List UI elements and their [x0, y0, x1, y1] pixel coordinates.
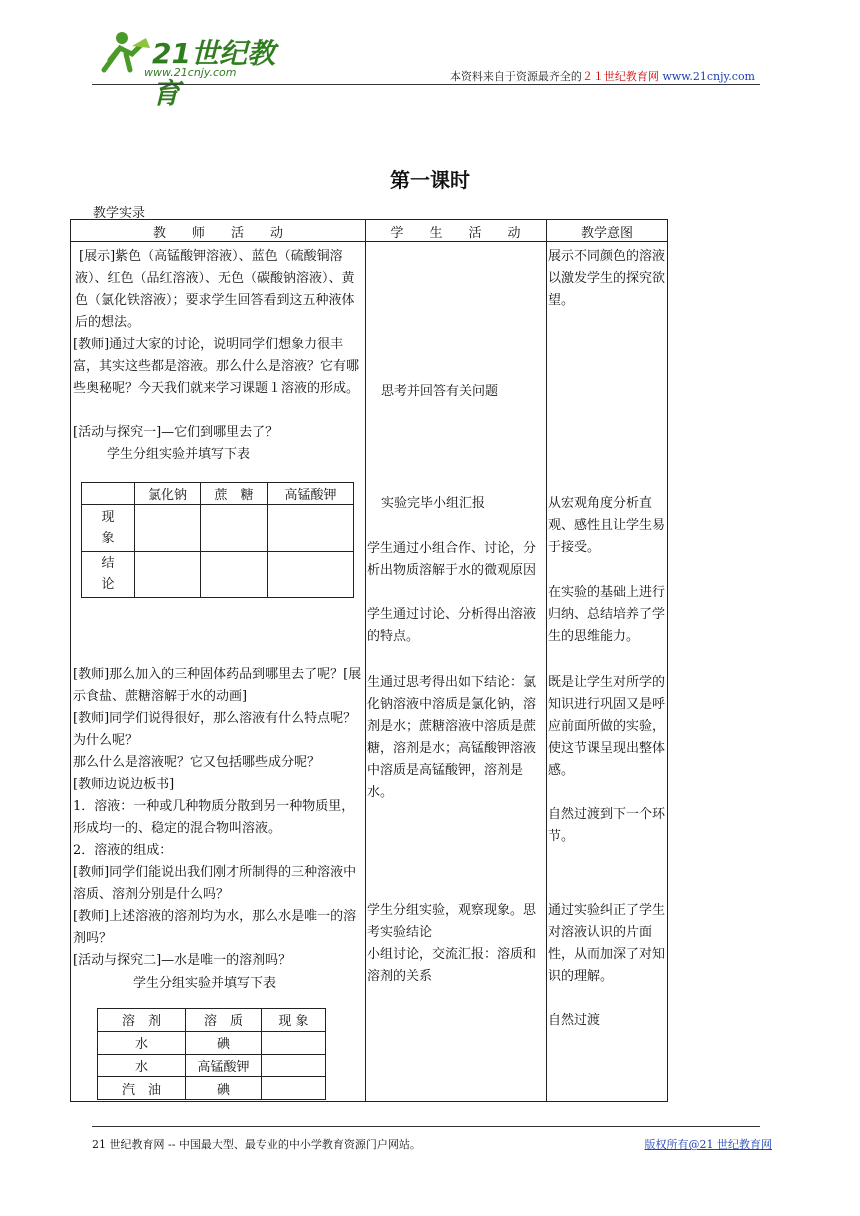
site-logo [92, 26, 292, 110]
teacher-text: 学生分组实验并填写下表 [107, 447, 251, 462]
col-header-teacher: 教 师 活 动 [152, 226, 283, 241]
teacher-text: [教师边说边板书] [73, 777, 175, 792]
logo-text: 21世纪教育 [152, 37, 275, 110]
intent-text: 既是让学生对所学的知识进行巩固又是呼应前面所做的实验，使这节课呈现出整体感。 [548, 675, 666, 778]
intent-text: 展示不同颜色的溶液以激发学生的探究欲望。 [548, 249, 666, 308]
intent-text: 从宏观角度分析直观、感性且让学生易于接受。 [548, 496, 666, 555]
experiment-table-1: 氯化钠 蔗 糖 高锰酸钾 现象 结论 [81, 482, 354, 598]
teacher-text: [活动与探究一]—它们到哪里去了？ [73, 425, 279, 440]
teacher-text: 那么什么是溶液呢？它又包括哪些成分呢？ [73, 755, 321, 770]
teacher-text: [教师]同学们说得很好，那么溶液有什么特点呢？为什么呢？ [73, 711, 357, 748]
intent-text: 在实验的基础上进行归纳、总结培养了学生的思维能力。 [548, 585, 666, 644]
student-text: 学生通过小组合作、讨论，分析出物质溶解于水的微观原因 [367, 541, 537, 578]
subtitle: 教学实录 [93, 206, 146, 221]
header-divider [92, 84, 760, 85]
footer-text: 21 世纪教育网 -- 中国最大型、最专业的中小学教育资源门户网站。 [92, 1138, 421, 1151]
teacher-text: [教师]上述溶液的溶剂均为水，那么水是唯一的溶剂吗？ [73, 909, 357, 946]
teacher-text: 1．溶液：一种或几种物质分散到另一种物质里，形成均一的、稳定的混合物叫溶液。 [73, 799, 355, 836]
header-link[interactable]: www.21cnjy.com [662, 70, 755, 83]
student-text: 生通过思考得出如下结论：氯化钠溶液中溶质是氯化钠，溶剂是水；蔗糖溶液中溶质是蔗糖，溶剂是水；高锰酸钾溶液中溶质是高锰酸钾，溶剂是水。 [367, 675, 537, 800]
student-text: 学生分组实验，观察现象。思考实验结论 [367, 903, 537, 940]
intent-text: 自然过渡到下一个环节。 [548, 807, 666, 844]
teacher-text: 学生分组实验并填写下表 [133, 976, 277, 991]
col-header-intent: 教学意图 [580, 226, 633, 241]
teacher-text: 2．溶液的组成： [73, 843, 173, 858]
teacher-text: [教师]那么加入的三种固体药品到哪里去了呢？[展示食盐、蔗糖溶解于水的动画] [73, 667, 362, 704]
col-header-student: 学 生 活 动 [390, 226, 521, 241]
student-text: 实验完毕小组汇报 [381, 496, 486, 511]
teacher-text: [活动与探究二]—水是唯一的溶剂吗？ [73, 953, 292, 968]
teacher-text: [教师]通过大家的讨论，说明同学们想象力很丰富，其实这些都是溶液。那么什么是溶液？它有哪些奥秘呢？今天我们就来学习课题１溶液的形成。 [73, 337, 360, 396]
logo-url: www.21cnjy.com [144, 66, 237, 79]
lesson-table [70, 219, 668, 1102]
teacher-text: [展示]紫色（高锰酸钾溶液）、蓝色（硫酸铜溶液）、红色（品红溶液）、无色（碳酸钠溶液）、黄色（氯化铁溶液）；要求学生回答看到这五种液体后的想法。 [75, 249, 355, 330]
intent-text: 通过实验纠正了学生对溶液认识的片面性，从而加深了对知识的理解。 [548, 903, 666, 984]
header-source: 本资料来自于资源最齐全的２１世纪教育网 www.21cnjy.com [449, 70, 755, 83]
student-text: 思考并回答有关问题 [381, 384, 499, 399]
experiment-table-2: 溶 剂 溶 质 现 象 水 碘 水 高锰酸钾 汽 油 碘 [97, 1008, 326, 1100]
page-title: 第一课时 [390, 168, 470, 192]
intent-text: 自然过渡 [548, 1013, 601, 1028]
student-text: 学生通过讨论、分析得出溶液的特点。 [367, 607, 537, 644]
footer-copyright-link[interactable]: 版权所有@21 世纪教育网 [644, 1138, 772, 1151]
student-text: 小组讨论，交流汇报：溶质和溶剂的关系 [367, 947, 537, 984]
footer-divider [92, 1126, 760, 1127]
teacher-text: [教师]同学们能说出我们刚才所制得的三种溶液中溶质、溶剂分别是什么吗？ [73, 865, 357, 902]
